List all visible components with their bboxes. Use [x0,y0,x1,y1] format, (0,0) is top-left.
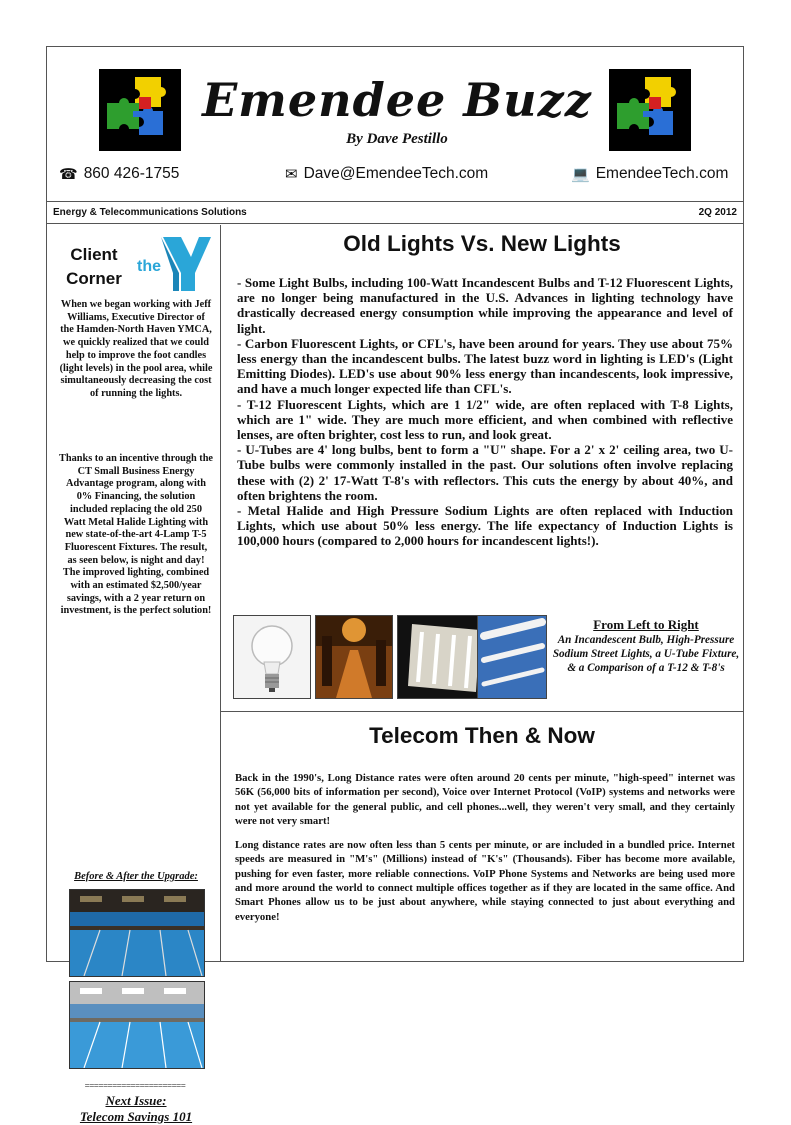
telecom-paragraph: Back in the 1990's, Long Distance rates were often around 20 cents per minute, "high-speed" internet was 56K (56,000 bits of information per second), Voice over Internet Protocol (VoIP) systems and networks were not yet available for the general public, and cell phones...well, they weren't very small, and they certainly were not very smart! [235,772,735,827]
lightbulb-icon [234,616,310,698]
pool-after-image [70,982,204,1068]
newsletter-page [46,46,744,1124]
tagline-strip [53,207,737,218]
byline: By Dave Pestillo [346,131,448,147]
issue-label: 2Q 2012 [698,207,737,218]
laptop-icon: 💻 [571,166,590,183]
client-corner-heading: Client Corner [66,245,122,288]
before-after-label: Before & After the Upgrade: [74,871,198,882]
main-column [221,225,743,961]
sodium-street-light-photo [315,615,393,699]
old-lights-heading: Old Lights Vs. New Lights [343,231,621,256]
website-contact[interactable] [571,165,728,183]
phone-number: 860 426-1755 [83,165,180,182]
telecom-paragraph: Long distance rates are now often less than 5 cents per minute, or are included in a bundled price. Internet speeds are measured in "M's" (Millions) instead of "K's" (Thousands). Fiber has become more available, pushing for even faster, more reliable connections. VoIP Phone Systems and Networks are being used more and more around the world to connect multiple offices together as if they are located in the same office. And Smart Phones allow us to be just about anywhere, while staying connected to just about everything and everyone! [235,839,735,923]
old-lights-paragraph: - Some Light Bulbs, including 100-Watt Incandescent Bulbs and T-12 Fluorescent Lights, are no longer being manufactured in the U.S. Advances in lighting technology have drastically decreased energy consumption while improving the appearance and level of light. [237,275,733,336]
old-lights-paragraph: - T-12 Fluorescent Lights, which are 1 1/2" wide, are often replaced with T-8 Lights, which are 1" wide. They are much more efficient, and when combined with reflective lenses, are often brighter, cost less to run, and look great. [237,396,733,443]
street-light-icon [316,616,392,698]
mail-icon: ✉ [285,166,298,183]
masthead-divider [47,201,743,202]
incandescent-bulb-photo [233,615,311,699]
photo-caption-body: An Incandescent Bulb, High-Pressure Sodium Street Lights, a U-Tube Fixture, & a Comparison of a T-12 & T-8's [552,634,740,674]
pool-after-photo [69,981,205,1069]
strip-divider [47,223,743,224]
old-lights-paragraph: - Metal Halide and High Pressure Sodium Lights are often replaced with Induction Lights, which use about 50% less energy. The life expectancy of Induction Lights is 100,000 hours (compared to 2,000 hours for incandescent lights!). [237,503,733,549]
fluorescent-tubes-icon [478,616,546,698]
separator-line: ====================== [84,1081,186,1091]
pool-before-photo [69,889,205,977]
puzzle-pieces-icon [99,69,181,151]
t12-t8-comparison-photo [477,615,547,699]
puzzle-logo-right [609,69,691,151]
old-lights-body [237,275,733,549]
client-corner-sidebar [47,225,221,1124]
phone-icon: ☎ [59,166,78,183]
email-contact[interactable] [285,165,488,183]
old-lights-paragraph: - U-Tubes are 4' long bulbs, bent to form a "U" shape. For a 2' x 2' ceiling area, two U-Tube bulbs were commonly installed in the past. Our solutions often involve replacing these with (2) 2' 17-Watt T-8's with reflectors. This cuts the energy by about 40%, and often brightens the room. [237,442,733,503]
pool-before-image [70,890,204,976]
email-address[interactable]: Dave@EmendeeTech.com [303,165,489,182]
puzzle-pieces-icon [609,69,691,151]
next-issue: Next Issue: Telecom Savings 101 [79,1093,193,1124]
ymca-logo [133,233,213,293]
ymca-logo-text: the [137,258,161,275]
telecom-heading: Telecom Then & Now [369,723,595,748]
newsletter-title: Emendee Buzz [202,73,592,127]
phone-contact [59,165,179,183]
puzzle-logo-left [99,69,181,151]
ymca-y-icon [133,233,213,293]
section-divider [221,711,743,712]
tagline: Energy & Telecommunications Solutions [53,207,247,218]
old-lights-paragraph: - Carbon Fluorescent Lights, or CFL's, have been around for years. They use about 75% less energy than the incandescent bulbs. The latest buzz word in lighting is LED's (Light Emitting Diodes). LED's use about 90% less energy than incandescents, look impressive, and have a much longer expected life than CFL's. [237,335,733,397]
client-corner-paragraph-2: Thanks to an incentive through the CT Small Business Energy Advantage program, along with 0% Financing, the solution included replacing the old 250 Watt Metal Halide Lighting with new state-of-the-art 4-Lamp T-5 Fluorescent Fixtures. The result, as seen below, is night and day! The improved lighting, combined with an estimated $2,500/year savings, with a 2 year return on investment, is the perfect solution! [59,453,214,617]
client-corner-paragraph-1: When we began working with Jeff Williams, Executive Director of the Hamden-North Haven YMCA, we quickly realized that we could help to improve the foot candles (light levels) in the pool area, while simultaneously decreasing the cost of running the lights. [59,299,213,399]
telecom-body [235,771,735,934]
website-link[interactable]: EmendeeTech.com [595,165,729,182]
photo-caption-title: From Left to Right [593,617,699,632]
masthead [47,47,743,247]
